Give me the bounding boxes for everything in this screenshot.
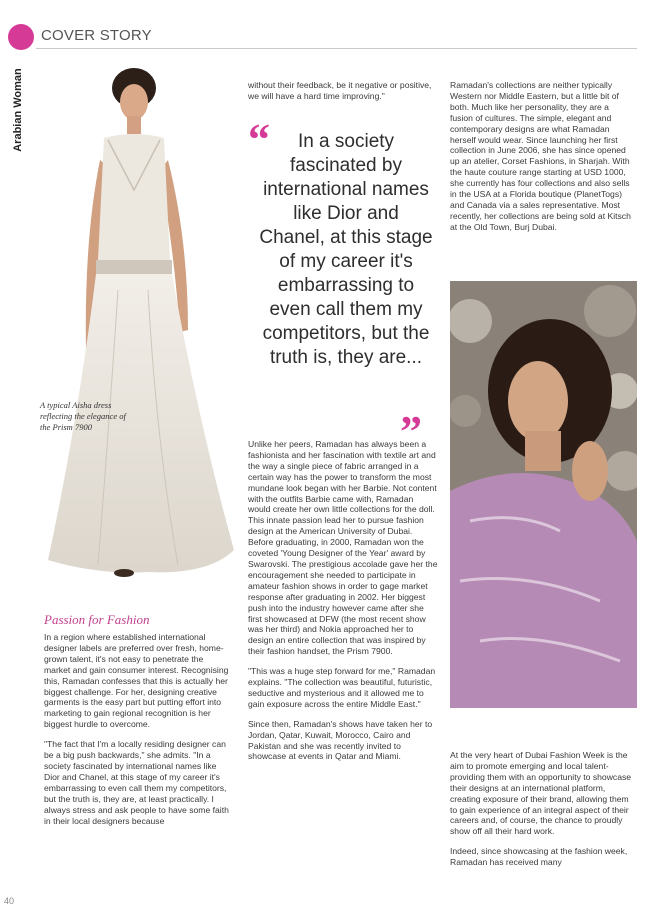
column-2-intro	[248, 80, 438, 111]
paragraph: Indeed, since showcasing at the fashion week, Ramadan has received many	[450, 846, 628, 868]
paragraph: without their feedback, be it negative or positive, we will have a hard time improving."	[248, 80, 432, 101]
model-photo	[38, 60, 236, 590]
photo-caption: A typical Aisha dress reflecting the elegance of the Prism 7900	[40, 400, 126, 432]
paragraph: "This was a huge step forward for me," Ramadan explains. "The collection was beautiful, futuristic, seductive and mysterious and it allowed me to gain exposure across the entire Middle East."	[248, 666, 436, 709]
magazine-name-vertical	[10, 65, 26, 155]
designer-portrait-photo	[450, 281, 637, 708]
column-2	[248, 439, 438, 771]
paragraph: Since then, Ramadan's shows have taken her to Jordan, Qatar, Kuwait, Morocco, Cairo and Pakistan and she was recently invited to showcase at events in Qatar and Miami.	[248, 718, 433, 762]
column-3-bottom	[450, 750, 636, 877]
section-title: COVER STORY	[41, 27, 152, 44]
section-heading: Passion for Fashion	[44, 612, 150, 627]
paragraph: Ramadan's collections are neither typically Western nor Middle Eastern, but a little bit of both. Much like her personality, they are a fusion of cultures. The simple, elegant and contemporary designs are what Ramadan herself would wear. Since launching her first collection in June 2006, she has since opened up an atelier, Corset Fashions, in Sharjah. With the haute couture range starting at USD 1000, she currently has four collections and also sells in the USA at a Florida boutique (PlanetTogs) and Canada via a sales representative. Most recently, her collections are being sold at Kitsch at the Old Town, Burj Dubai.	[450, 80, 631, 232]
pull-quote: In a society fascinated by international names like Dior and Chanel, at this stage of my career it's embarrassing to even call them my competitors, but the truth is, they are...	[259, 131, 433, 368]
quote-open-mark: “	[248, 115, 270, 164]
page-number: 40	[4, 896, 15, 906]
paragraph: At the very heart of Dubai Fashion Week is the aim to promote emerging and local talent- providing them with an opportunity to showcase their designs at an international platform, creating exposure of their brand, allowing them to gain experience of an integral aspect of their careers and, of course, the chance to proudly show off all their hard work.	[450, 750, 632, 837]
magazine-name-text: Arabian Woman	[12, 68, 24, 152]
column-1	[44, 632, 230, 835]
paragraph: "The fact that I'm a locally residing designer can be a big push backwards," she admits. "In a society fascinated by international names like Dior and Chanel, at this stage of my career it's embarrassing to even call them my competitors, but the truth is, they are, at least practically. I always stress and ask people to have some faith in their local designers because	[44, 739, 229, 826]
header-rule	[36, 48, 637, 49]
quote-close-mark: ”	[400, 407, 422, 456]
paragraph: In a region where established international designer labels are preferred over fresh, home-grown talent, it's not easy to penetrate the market and gain consumer interest. Recognising this, Ramadan confesses that this is actually her biggest challenge. For her, designing creative garments is the easy part but putting effort into marketing to gain regional recognition is her biggest hurdle to overcome.	[44, 632, 229, 730]
section-dot-icon	[8, 24, 34, 50]
column-3-top	[450, 80, 634, 242]
paragraph: Unlike her peers, Ramadan has always been a fashionista and her fascination with textile art and the way a single piece of fabric arranged in a certain way has the power to transform the most mundane look began with her Barbie. Not content with the outfits Barbie came with, Ramadan would create her own little collections for the doll. This innate passion lead her to pursue fashion design at the American University of Dubai. Before graduating, in 2000, Ramadan won the coveted 'Young Designer of the Year' award by Swarovski. The prestigious accolade gave her the encouragement she needed to participate in amateur fashion shows in order to gage market response after graduating in 2002. Her biggest push into the industry however came after she first showcased at DFW (the most recent show was her third) and Nokia approached her to design an entire collection that was inspired by their fashion handset, the Prism 7900.	[248, 439, 438, 657]
